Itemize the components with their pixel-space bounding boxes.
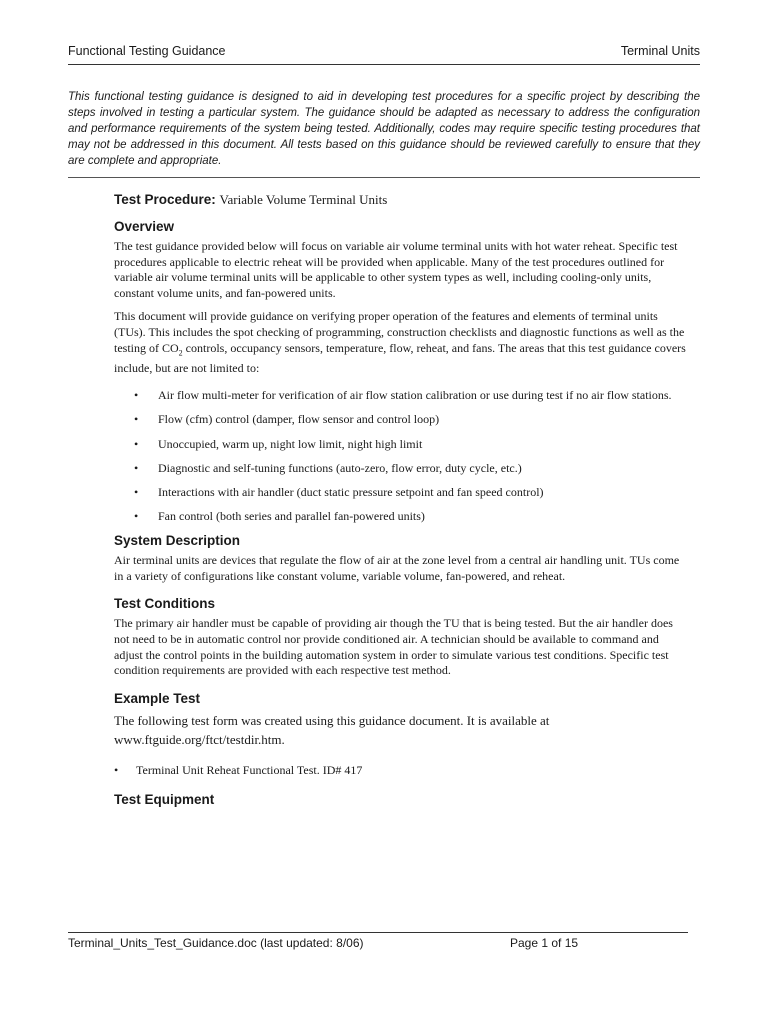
co2-subscript: 2 <box>178 347 183 357</box>
test-procedure-value: Variable Volume Terminal Units <box>219 192 388 207</box>
list-item <box>134 437 688 453</box>
test-conditions-paragraph: The primary air handler must be capable of providing air though the TU that is being tested. But the air handler does not need to be in automatic control nor provide conditioned air. A technician should be available to command and adjust the control points in the building automation system in order to simulate various test conditions. Specific test condition requirements are provided with each respective test method. <box>114 616 673 678</box>
list-item-text: Fan control (both series and parallel fan-powered units) <box>158 509 425 524</box>
list-item-text: Unoccupied, warm up, night low limit, night high limit <box>158 436 423 451</box>
list-item <box>134 461 688 477</box>
footer-page-number: Page 1 of 15 <box>510 936 579 950</box>
page-header <box>68 44 700 62</box>
overview-paragraph-2-start: This document will provide guidance on verifying proper operation of the features and elements of terminal units (TUs). This includes the spot checking of programming, construction checklists and diagnostic functions as well as the testing of CO <box>114 309 685 355</box>
example-test-section <box>114 691 688 779</box>
overview-bullet-list <box>114 388 688 525</box>
list-item <box>134 509 688 525</box>
example-test-list <box>114 763 688 779</box>
list-item-text: Interactions with air handler (duct static pressure setpoint and fan speed control) <box>158 484 544 499</box>
document-body <box>114 192 688 812</box>
test-procedure-label: Test Procedure: <box>114 192 216 207</box>
intro-paragraph: This functional testing guidance is designed to aid in developing test procedures for a specific project by describing the steps involved in testing a particular system. The guidance should be adapted as necessary to address the configuration and performance requirements of the system being tested. Additionally, codes may require specific testing procedures that may not be addressed in this document. All tests based on this guidance should be reviewed carefully to ensure that they are complete and appropriate. <box>68 91 700 167</box>
test-equipment-heading: Test Equipment <box>114 792 215 808</box>
overview-paragraph-2 <box>114 309 688 376</box>
list-item <box>134 412 688 428</box>
list-item-text: Air flow multi-meter for verification of air flow station calibration or use during test if no air flow stations. <box>158 388 672 403</box>
list-item <box>134 485 688 501</box>
overview-heading: Overview <box>114 219 175 234</box>
bullet-icon: • <box>134 436 139 451</box>
overview-paragraph-2-end: controls, occupancy sensors, temperature, flow, reheat, and fans. The areas that this test guidance covers include, but are not limited to: <box>114 340 686 375</box>
footer-filename: Terminal_Units_Test_Guidance.doc (last updated: 8/06) <box>68 936 364 950</box>
page-footer <box>68 936 688 952</box>
bullet-icon: • <box>134 388 139 403</box>
header-divider <box>68 64 700 65</box>
list-item-text: Flow (cfm) control (damper, flow sensor and control loop) <box>158 412 440 427</box>
bullet-icon: • <box>134 484 139 499</box>
header-title: Functional Testing Guidance <box>68 44 226 58</box>
test-conditions-heading: Test Conditions <box>114 596 215 612</box>
footer-divider <box>68 932 688 933</box>
header-section: Terminal Units <box>620 44 700 58</box>
bullet-icon: • <box>134 412 139 427</box>
intro-divider <box>68 177 700 178</box>
bullet-icon: • <box>134 460 139 475</box>
example-test-paragraph: The following test form was created using this guidance document. It is available at www.ftguide.org/ftct/testdir.htm. <box>114 712 550 747</box>
bullet-icon: • <box>134 509 139 524</box>
system-description-heading: System Description <box>114 533 241 549</box>
list-item-text: Terminal Unit Reheat Functional Test. ID# 417 <box>136 762 363 777</box>
list-item <box>114 763 688 779</box>
overview-paragraph-1: The test guidance provided below will focus on variable air volume terminal units with hot water reheat. Specific test procedures applicable to electric reheat will be provided when applicable. Many of the test procedures outlined for variable air volume terminal units will be applicable to other system types as well, including cooling-only units, constant volume units, and fan-powered units. <box>114 239 678 300</box>
system-description-paragraph: Air terminal units are devices that regulate the flow of air at the zone level from a central air handling unit. TUs come in a variety of configurations like constant volume, variable volume, fan-powered, and reheat. <box>114 553 680 583</box>
list-item-text: Diagnostic and self-tuning functions (auto-zero, flow error, duty cycle, etc.) <box>158 460 522 475</box>
bullet-icon: • <box>114 762 119 777</box>
test-procedure-line <box>114 192 688 208</box>
list-item <box>134 388 688 404</box>
example-test-heading: Example Test <box>114 690 201 706</box>
